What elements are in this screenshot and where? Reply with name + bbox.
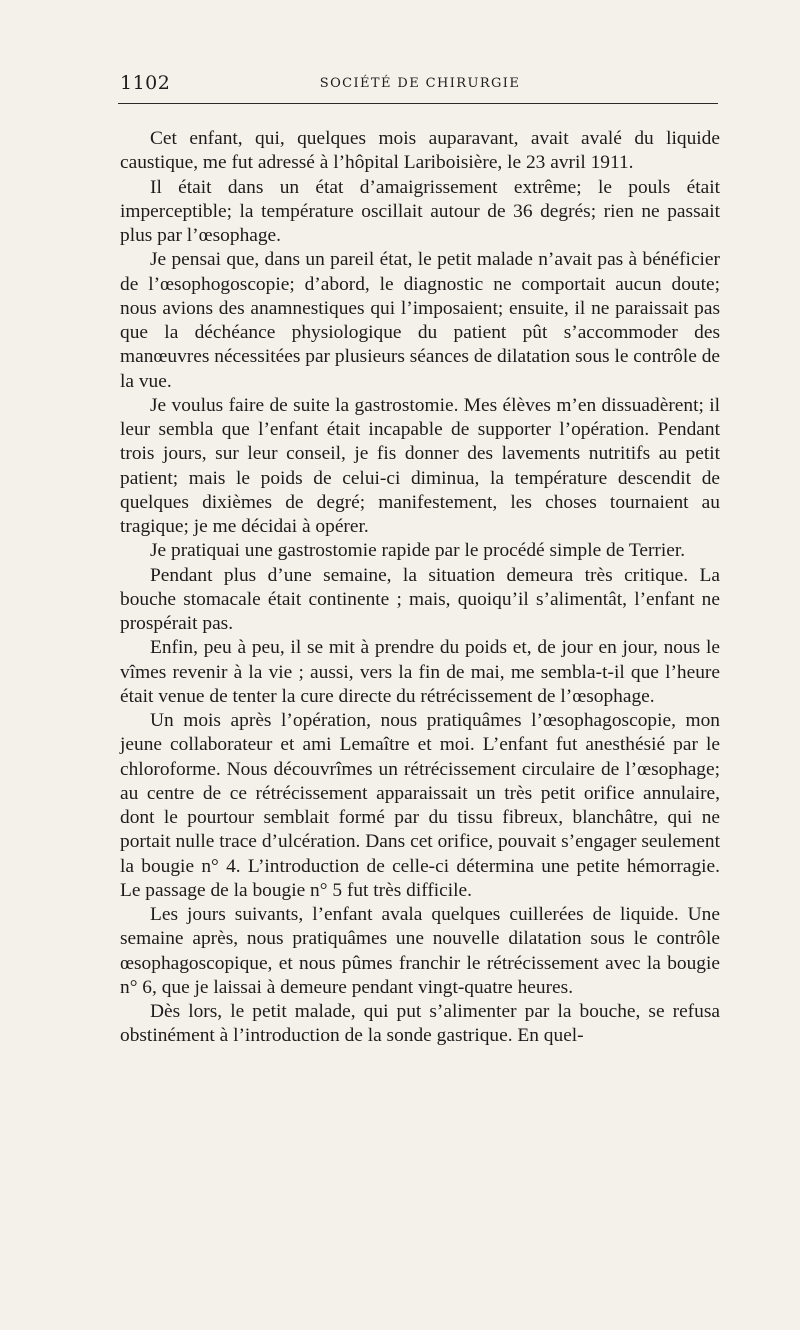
paragraph: Un mois après l’opération, nous pratiquâmes l’œsophagoscopie, mon jeune collaborateur et ami Lemaître et moi. L’enfant fut anesthésié par le chloroforme. Nous découvrîmes un rétrécissement circulaire de l’œsophage; au centre de ce rétrécissement apparaissait un très petit orifice annulaire, dont le pourtour semblait formé par du tissu fibreux, blanchâtre, qui ne portait nulle trace d’ulcération. Dans cet orifice, pouvait s’engager seulement la bougie n° 4. L’introduction de celle-ci détermina une petite hémorragie. Le passage de la bougie n° 5 fut très difficile. bbox=[120, 710, 720, 901]
running-title: SOCIÉTÉ DE CHIRURGIE bbox=[319, 76, 521, 91]
paragraph: Les jours suivants, l’enfant avala quelques cuillerées de liquide. Une semaine après, nous pratiquâmes une nouvelle dilatation sous le contrôle œsophagoscopique, et nous pûmes franchir le rétrécissement avec la bougie n° 6, que je laissai à demeure pendant vingt-quatre heures. bbox=[120, 904, 720, 998]
body-text bbox=[120, 127, 720, 1049]
paragraph: Je pratiquai une gastrostomie rapide par le procédé simple de Terrier. bbox=[150, 540, 686, 562]
page-number: 1102 bbox=[120, 72, 171, 94]
paragraph: Pendant plus d’une semaine, la situation demeura très critique. La bouche stomacale était continente ; mais, quoiqu’il s’alimentât, l’enfant ne prospérait pas. bbox=[120, 564, 720, 634]
paragraph: Je voulus faire de suite la gastrostomie. Mes élèves m’en dissuadèrent; il leur sembla que l’enfant était incapable de supporter l’opération. Pendant trois jours, sur leur conseil, je fis donner des lavements nutritifs au petit patient; mais le poids de celui-ci diminua, la température descendit de quelques dixièmes de degré; manifestement, les choses tournaient au tragique; je me décidai à opérer. bbox=[120, 394, 720, 537]
header-rule bbox=[118, 103, 718, 104]
paragraph: Cet enfant, qui, quelques mois auparavant, avait avalé du liquide caustique, me fut adressé à l’hôpital Lariboisière, le 23 avril 1911. bbox=[120, 128, 720, 174]
paragraph: Je pensai que, dans un pareil état, le petit malade n’avait pas à bénéficier de l’œsophogoscopie; d’abord, le diagnostic ne comportait aucun doute; nous avions des anamnestiques qui l’imposaient; ensuite, il ne paraissait pas que la déchéance physiologique du patient pût s’accommoder des manœuvres nécessitées par plusieurs séances de dilatation sous le contrôle de la vue. bbox=[120, 249, 720, 392]
paragraph: Dès lors, le petit malade, qui put s’alimenter par la bouche, se refusa obstinément à l’introduction de la sonde gastrique. En quel- bbox=[120, 1001, 720, 1047]
paragraph: Il était dans un état d’amaigrissement extrême; le pouls était imperceptible; la température oscillait autour de 36 degrés; rien ne passait plus par l’œsophage. bbox=[120, 176, 720, 246]
paragraph: Enfin, peu à peu, il se mit à prendre du poids et, de jour en jour, nous le vîmes revenir à la vie ; aussi, vers la fin de mai, me sembla-t-il que l’heure était venue de tenter la cure directe du rétrécissement de l’œsophage. bbox=[120, 637, 720, 707]
page-header bbox=[120, 72, 720, 98]
